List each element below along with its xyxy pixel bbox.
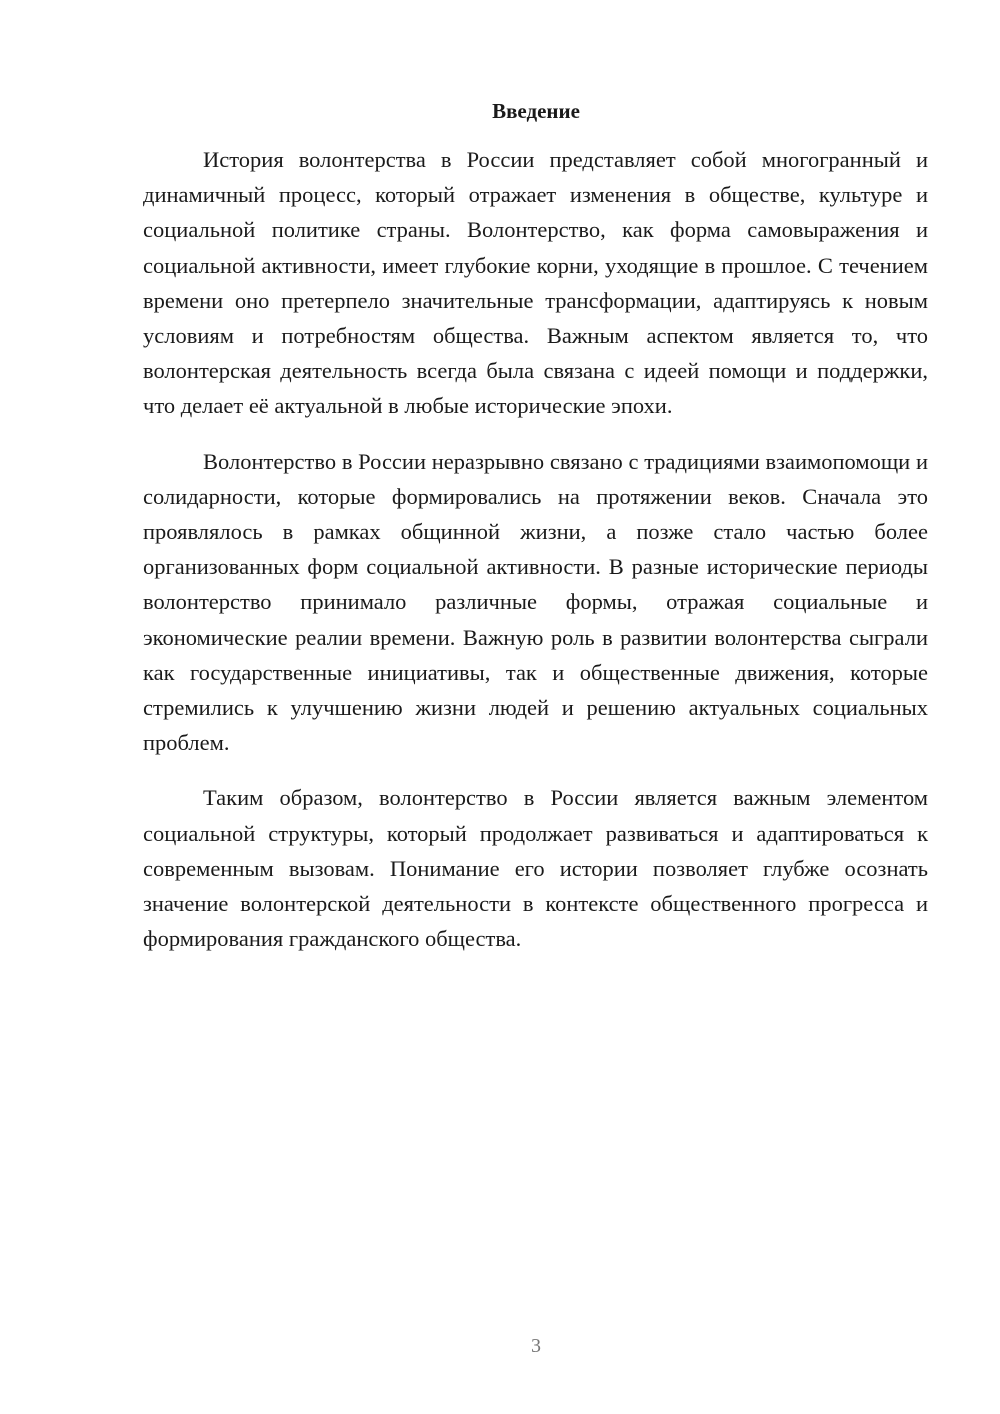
page-number: 3	[531, 1335, 541, 1357]
paragraph-2: Волонтерство в России неразрывно связано с традициями взаимопомощи и солидарности, которые формировались на протяжении веков. Сначала это проявлялось в рамках общинной жизни, а позже стало частью более организованных форм социальной активности. В разные исторические периоды волонтерство принимало различные формы, отражая социальные и экономические реалии времени. Важную роль в развитии волонтерства сыграли как государственные инициативы, так и общественные движения, которые стремились к улучшению жизни людей и решению актуальных социальных проблем.	[143, 448, 928, 756]
paragraph-1: История волонтерства в России представляет собой многогранный и динамичный процесс, который отражает изменения в обществе, культуре и социальной политике страны. Волонтерство, как форма самовыражения и социальной активности, имеет глубокие корни, уходящие в прошлое. С течением времени оно претерпело значительные трансформации, адаптируясь к новым условиям и потребностям общества. Важным аспектом является то, что волонтерская деятельность всегда была связана с идеей помощи и поддержки, что делает её актуальной в любые исторические эпохи.	[143, 147, 928, 419]
body-text	[143, 142, 928, 976]
paragraph-3: Таким образом, волонтерство в России является важным элементом социальной структуры, который продолжает развиваться и адаптироваться к современным вызовам. Понимание его истории позволяет глубже осознать значение волонтерской деятельности в контексте общественного прогресса и формирования гражданского общества.	[143, 785, 928, 952]
section-heading: Введение	[492, 99, 580, 123]
